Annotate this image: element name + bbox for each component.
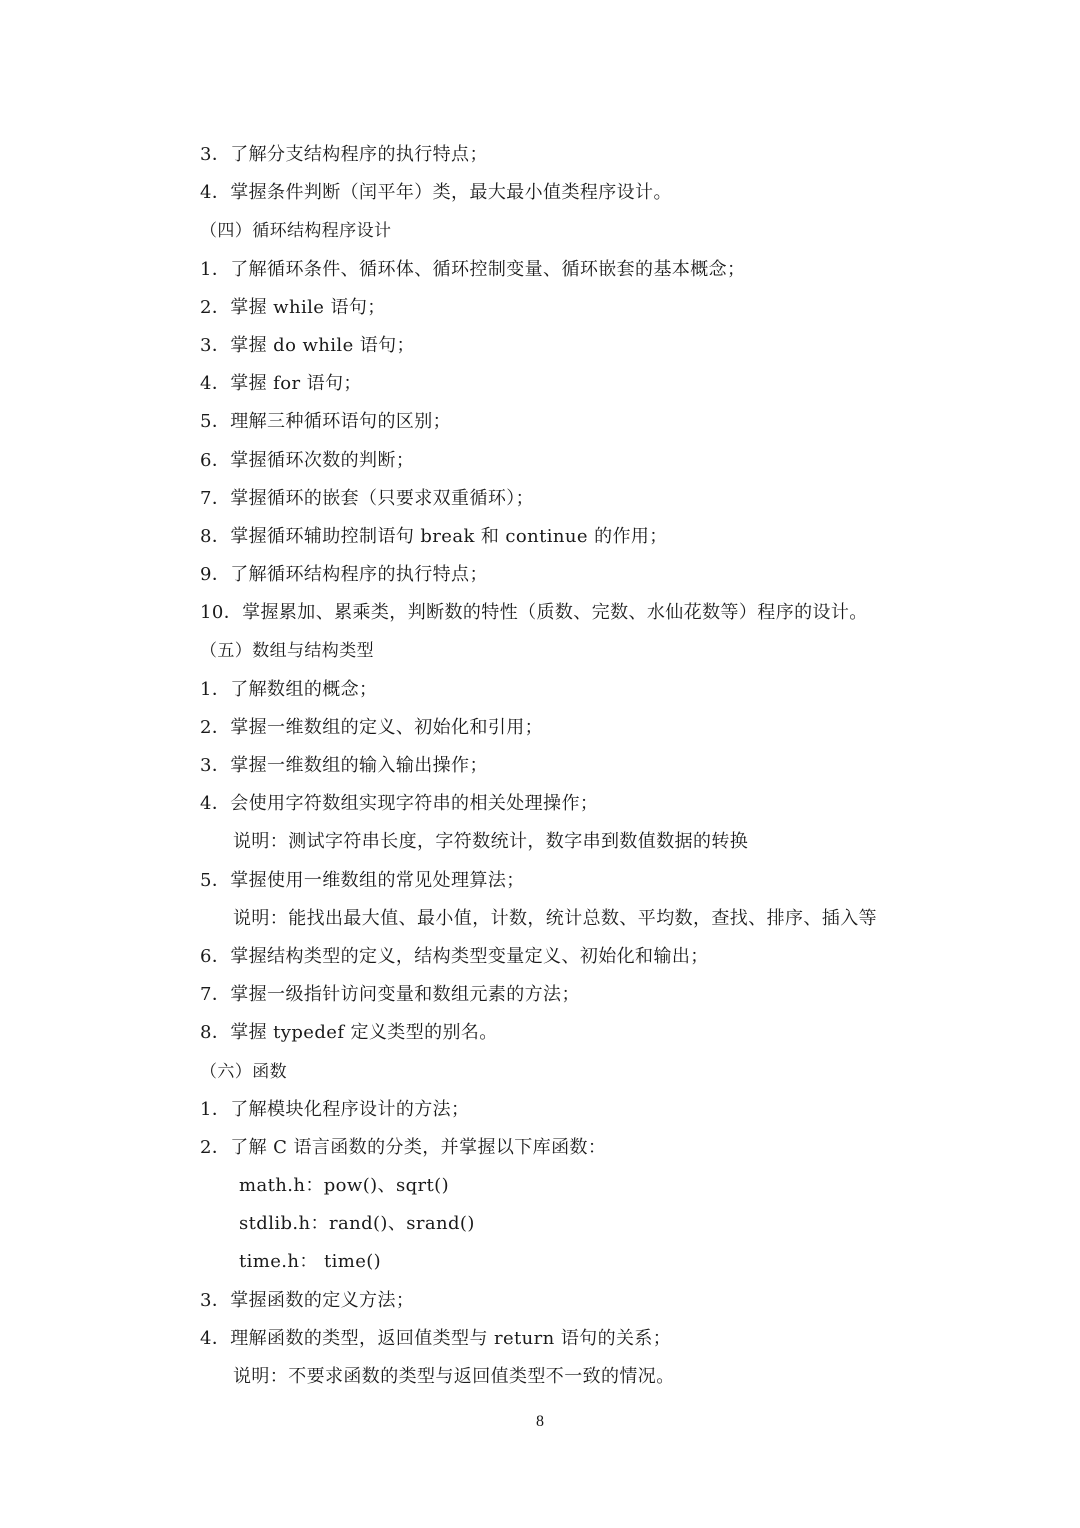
list-item: 3．掌握函数的定义方法；	[200, 1289, 415, 1311]
page-number: 8	[536, 1413, 544, 1430]
list-item: 2．了解 C 语言函数的分类，并掌握以下库函数：	[200, 1136, 607, 1158]
code-line: time.h： time()	[239, 1251, 382, 1273]
code-line: stdlib.h：rand()、srand()	[239, 1213, 475, 1235]
list-item: 4．会使用字符数组实现字符串的相关处理操作；	[200, 793, 599, 815]
list-item: 6．掌握结构类型的定义，结构类型变量定义、初始化和输出；	[200, 945, 709, 967]
list-item: 4．理解函数的类型，返回值类型与 return 语句的关系；	[200, 1327, 672, 1349]
list-item: 7．掌握循环的嵌套（只要求双重循环）；	[200, 487, 535, 509]
list-item: 2．掌握一维数组的定义、初始化和引用；	[200, 716, 544, 738]
section-heading: （四）循环结构程序设计	[200, 221, 392, 242]
list-item: 6．掌握循环次数的判断；	[200, 449, 415, 471]
list-item: 5．掌握使用一维数组的常见处理算法；	[200, 869, 525, 891]
list-item: 3．了解分支结构程序的执行特点；	[200, 144, 488, 165]
code-line: math.h：pow()、sqrt()	[239, 1175, 449, 1197]
section-heading: （六）函数	[200, 1061, 287, 1082]
note-line: 说明：测试字符串长度，字符数统计，数字串到数值数据的转换	[233, 831, 749, 853]
list-item: 4．掌握 for 语句；	[200, 373, 362, 395]
note-line: 说明：能找出最大值、最小值，计数，统计总数、平均数，查找、排序、插入等	[233, 907, 877, 929]
list-item: 9．了解循环结构程序的执行特点；	[200, 564, 488, 586]
list-item: 8．掌握循环辅助控制语句 break 和 continue 的作用；	[200, 525, 668, 547]
list-item: 5．理解三种循环语句的区别；	[200, 411, 452, 433]
list-item: 4．掌握条件判断（闰平年）类，最大最小值类程序设计。	[200, 182, 672, 204]
list-item: 1．了解模块化程序设计的方法；	[200, 1098, 470, 1120]
note-line: 说明：不要求函数的类型与返回值类型不一致的情况。	[233, 1366, 675, 1387]
list-item: 1．了解循环条件、循环体、循环控制变量、循环嵌套的基本概念；	[200, 258, 746, 280]
list-item: 3．掌握一维数组的输入输出操作；	[200, 755, 488, 776]
list-item: 10．掌握累加、累乘类，判断数的特性（质数、完数、水仙花数等）程序的设计。	[200, 602, 868, 624]
page-body-text	[200, 136, 960, 1396]
list-item: 8．掌握 typedef 定义类型的别名。	[200, 1022, 498, 1044]
list-item: 2．掌握 while 语句；	[200, 296, 386, 318]
section-heading: （五）数组与结构类型	[200, 641, 374, 662]
list-item: 1．了解数组的概念；	[200, 678, 378, 700]
list-item: 7．掌握一级指针访问变量和数组元素的方法；	[200, 984, 580, 1006]
list-item: 3．掌握 do while 语句；	[200, 334, 415, 356]
